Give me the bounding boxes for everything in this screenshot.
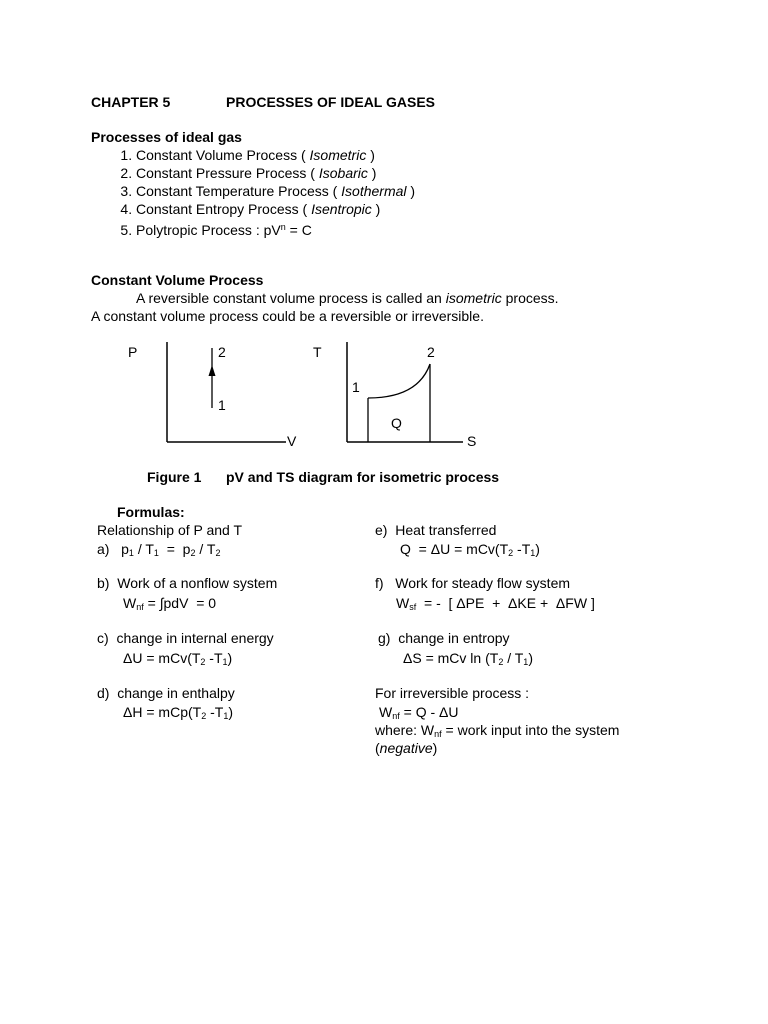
- pv-state1-label: 1: [218, 397, 226, 413]
- formula-e-title: e) Heat transferred: [375, 522, 497, 538]
- ts-state1-label: 1: [352, 379, 360, 395]
- process-item: 5. Polytropic Process : $pV^n = C$: [136, 218, 415, 239]
- ts-x-axis-label: S: [467, 433, 477, 449]
- ts-area-label: Q: [391, 415, 402, 431]
- chapter-number: CHAPTER 5: [91, 94, 171, 110]
- formulas-heading: Formulas:: [117, 504, 185, 520]
- formula-c-title: c) change in internal energy: [97, 630, 274, 646]
- pv-state2-label: 2: [218, 344, 226, 360]
- process-item: 2. Constant Pressure Process ( Isobaric ): [136, 164, 415, 182]
- irreversible-note: (negative): [375, 740, 438, 756]
- processes-heading: Processes of ideal gas: [91, 129, 242, 145]
- irreversible-title: For irreversible process :: [375, 685, 530, 701]
- pv-x-axis-label: V: [287, 433, 297, 449]
- formula-f: $W_{sf}$ = - [ ΔPE + ΔKE + ΔFW ]: [396, 595, 595, 612]
- irreversible-where: where: $W_{nf}$ = work input into the system: [375, 722, 620, 739]
- formula-b-title: b) Work of a nonflow system: [97, 575, 278, 591]
- pv-diagram: [128, 342, 297, 449]
- section-heading: Constant Volume Process: [91, 272, 264, 288]
- pv-y-axis-label: P: [128, 344, 138, 360]
- formula-e: $Q = \Delta U = mCv(T_2$ $-T_1$): [400, 541, 540, 558]
- formula-a-title: Relationship of P and T: [97, 522, 243, 538]
- irreversible-formula: $W_{nf} = Q - \Delta U$: [379, 704, 459, 721]
- processes-list: [96, 146, 415, 239]
- formula-a: a) $p_1 / T_1 = p_2 / T_2$: [97, 541, 221, 558]
- formula-g: ΔS = mCv $\ln (T_2 / T_1)$: [403, 650, 533, 667]
- formula-d: $\Delta H = mCp(T_2$ $-T_1$): [123, 704, 234, 721]
- process-item: 3. Constant Temperature Process ( Isothermal ): [136, 182, 415, 200]
- ts-diagram: [313, 342, 476, 449]
- pv-arrow-icon: [209, 365, 216, 376]
- ts-process-curve: [368, 364, 430, 398]
- chapter-title: PROCESSES OF IDEAL GASES: [226, 94, 436, 110]
- formula-f-title: f) Work for steady flow system: [375, 575, 571, 591]
- formula-c: $\Delta U = mCv(T_2$ $-T_1$): [123, 650, 233, 667]
- formula-b: $W_{nf} = \int pdV = 0$: [123, 595, 217, 612]
- figure-diagrams: [0, 330, 768, 480]
- process-item: 1. Constant Volume Process ( Isometric ): [136, 146, 415, 164]
- figure-caption-text: pV and TS diagram for isometric process: [226, 469, 500, 485]
- ts-state2-label: 2: [427, 344, 435, 360]
- formula-g-title: g) change in entropy: [378, 630, 510, 646]
- cvp-paragraph-line1: A reversible constant volume process is called an isometric process.: [136, 290, 559, 306]
- ts-y-axis-label: T: [313, 344, 322, 360]
- process-item: 4. Constant Entropy Process ( Isentropic ): [136, 200, 415, 218]
- cvp-paragraph-line2: A constant volume process could be a reversible or irreversible.: [91, 308, 484, 324]
- formula-d-title: d) change in enthalpy: [97, 685, 235, 701]
- figure-caption-number: Figure 1: [147, 469, 202, 485]
